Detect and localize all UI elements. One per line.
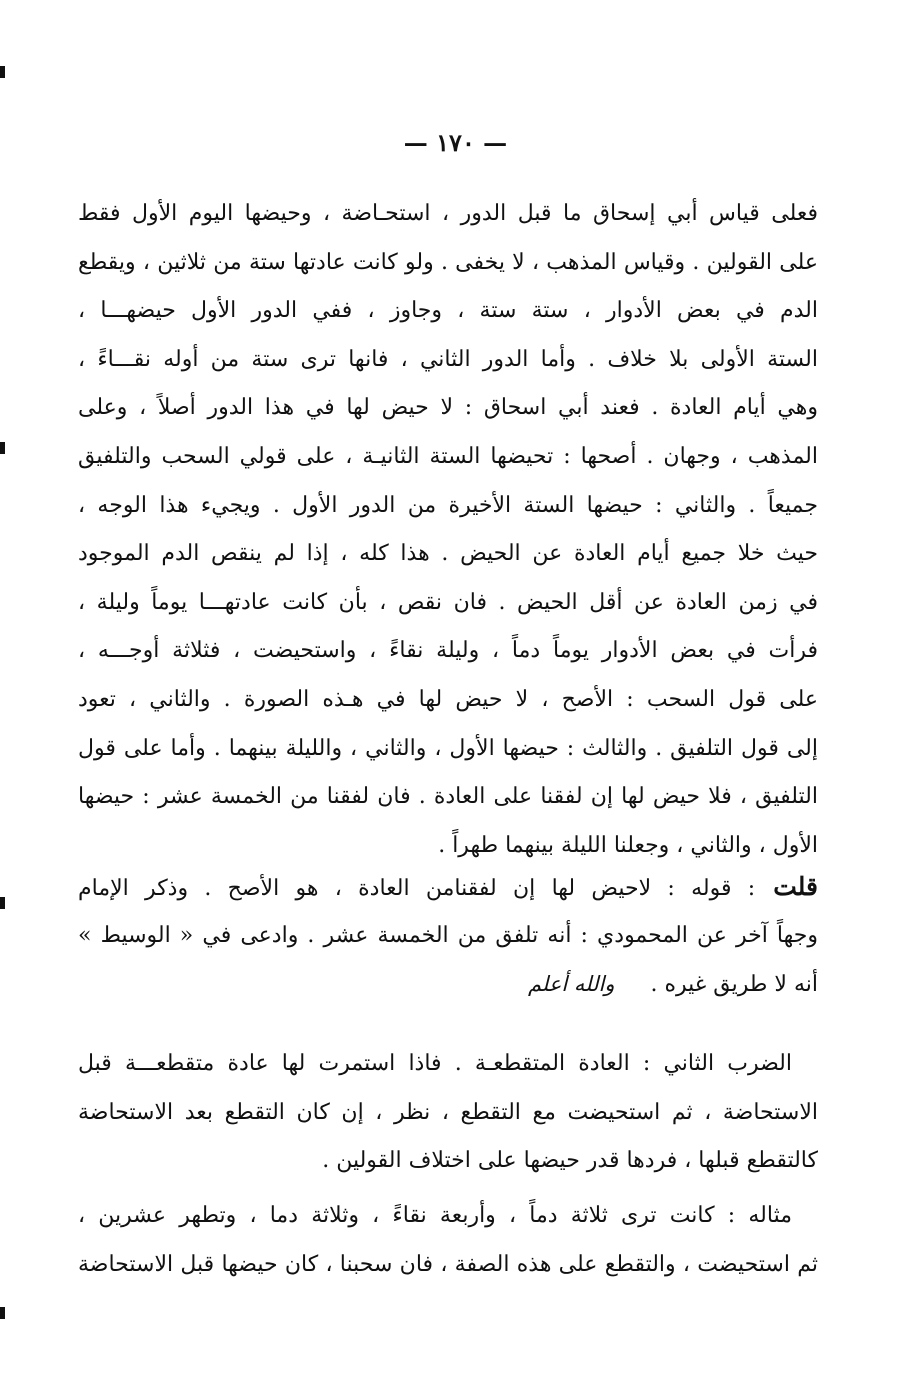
text-line: وجهاً آخر عن المحمودي : أنه تلفق من الخمسة عشر . وادعى في « الوسيط » (78, 922, 818, 948)
text-line: المذهب ، وجهان . أصحها : تحيضها الستة الثانيـة ، على قولي السحب والتلفيق (78, 443, 818, 469)
paragraph-3 (78, 1040, 818, 1186)
text-line: الاستحاضة ، ثم استحيضت مع التقطع ، نظر ، إن كان التقطع بعد الاستحاضة (78, 1099, 818, 1125)
text-line: فرأت في بعض الأدوار يوماً دماً ، وليلة نقاءً ، واستحيضت ، فثلاثة أوجـــه ، (78, 638, 818, 664)
text-line: التلفيق ، فلا حيض لها إن لفقنا على العادة . فان لفقنا من الخمسة عشر : حيضها (78, 784, 818, 810)
page-number: — ١٧٠ — (403, 128, 508, 157)
text-line: في زمن العادة عن أقل الحيض . فان نقص ، بأن كانت عادتهـــا يوماً وليلة ، (78, 589, 818, 615)
text-line: ثم استحيضت ، والتقطع على هذه الصفة ، فان سحبنا ، كان حيضها قبل الاستحاضة (78, 1251, 818, 1277)
qult-label: قلت (773, 872, 818, 901)
text-line-content: أنه لا طريق غيره . (650, 972, 818, 998)
text-line: على قول السحب : الأصح ، لا حيض لها في هـذه الصورة . والثاني ، تعود (78, 686, 818, 712)
text-line-content: : قوله : لاحيض لها إن لفقنامن العادة ، هو الأصح . وذكر الإمام (78, 876, 756, 901)
margin-mark (0, 1307, 5, 1319)
text-line: كالتقطع قبلها ، فردها قدر حيضها على اختلاف القولين . (322, 1148, 818, 1174)
text-line: وهي أيام العادة . فعند أبي اسحاق : لا حيض لها في هذا الدور أصلاً ، وعلى (78, 395, 818, 421)
margin-mark (0, 442, 5, 454)
text-line (78, 863, 818, 912)
paragraph-1 (78, 190, 818, 870)
paragraph-2 (78, 863, 818, 1009)
text-line: فعلى قياس أبي إسحاق ما قبل الدور ، استحـاضة ، وحيضها اليوم الأول فقط (78, 201, 818, 226)
text-line: حيث خلا جميع أيام العادة عن الحيض . هذا كله ، إذا لم ينقص الدم الموجود (78, 541, 818, 567)
text-line: جميعاً . والثاني : حيضها الستة الأخيرة من الدور الأول . ويجيء هذا الوجه ، (78, 492, 818, 518)
text-line: الضرب الثاني : العادة المتقطعـة . فاذا استمرت لها عادة متقطعـــة قبل (78, 1051, 792, 1076)
paragraph-4 (78, 1192, 818, 1289)
text-line: الستة الأولى بلا خلاف . وأما الدور الثاني ، فانها ترى ستة من أوله نقـــاءً ، (78, 346, 818, 372)
text-line: الأول ، والثاني ، وجعلنا الليلة بينهما طهراً . (438, 832, 818, 858)
text-line (78, 960, 818, 1009)
text-line: مثاله : كانت ترى ثلاثة دماً ، وأربعة نقاءً ، وثلاثة دما ، وتطهر عشرين ، (78, 1203, 792, 1228)
text-line: إلى قول التلفيق . والثالث : حيضها الأول ، والثاني ، والليلة بينهما . وأما على قول (78, 735, 818, 761)
margin-mark (0, 897, 5, 909)
closing-formula: والله أعلم (527, 972, 615, 997)
text-line: الدم في بعض الأدوار ، ستة ستة ، وجاوز ، ففي الدور الأول حيضهـــا ، (78, 298, 818, 324)
text-line: على القولين . وقياس المذهب ، لا يخفى . ولو كانت عادتها ستة من ثلاثين ، ويقطع (78, 249, 818, 275)
margin-mark (0, 66, 5, 78)
